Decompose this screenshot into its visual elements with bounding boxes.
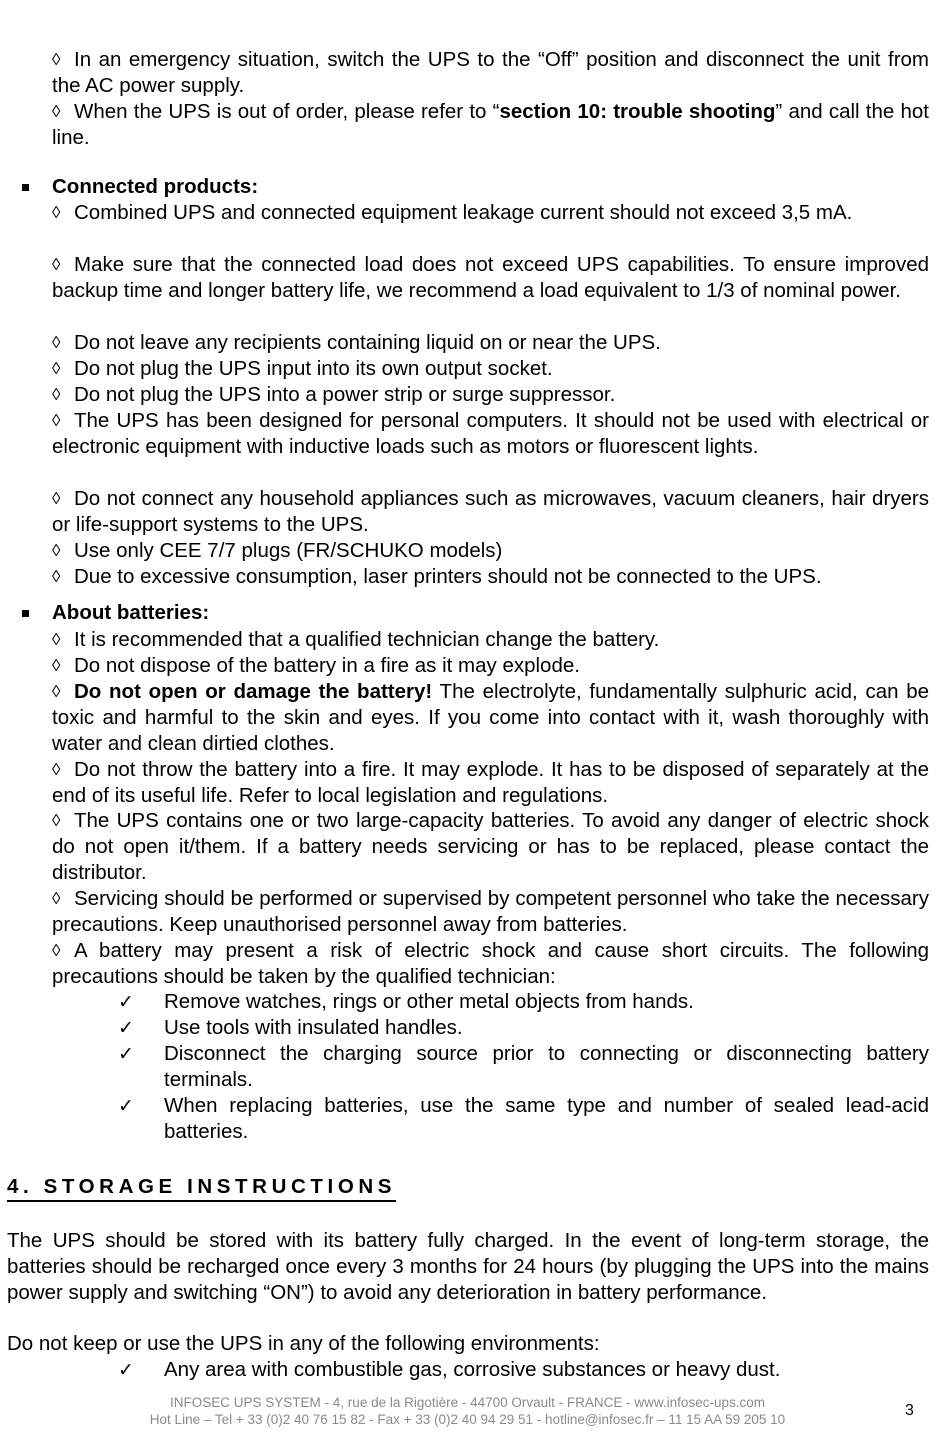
checkmark-icon: ✓ xyxy=(118,1043,134,1065)
diamond-outline-icon: ◊ xyxy=(52,889,61,908)
diamond-outline-icon: ◊ xyxy=(52,630,61,649)
page-number: 3 xyxy=(905,1402,914,1419)
list-item: ◊ It is recommended that a qualified technician change the battery. xyxy=(52,628,660,651)
list-item: ◊ The UPS contains one or two large-capacity batteries. To avoid any danger of electric shock do not open it/them. If a battery needs servicing or has to be replaced, please contact the distributor. xyxy=(52,809,929,884)
list-item: ◊ Do not throw the battery into a fire. It may explode. It has to be disposed of separately at the end of its useful life. Refer to local legislation and regulations. xyxy=(52,758,929,807)
emergency-paragraph: ◊ In an emergency situation, switch the UPS to the “Off” position and disconnect the unit from the AC power supply. xyxy=(52,48,929,97)
about-batteries-heading: About batteries: xyxy=(52,601,210,624)
checklist-item: Disconnect the charging source prior to connecting or disconnecting battery terminals. xyxy=(164,1042,929,1091)
diamond-outline-icon: ◊ xyxy=(52,359,61,378)
diamond-outline-icon: ◊ xyxy=(52,567,61,586)
list-item: ◊ The UPS has been designed for personal computers. It should not be used with electrical or electronic equipment with inductive loads such as motors or fluorescent lights. xyxy=(52,409,929,458)
list-item: ◊ Do not connect any household appliances such as microwaves, vacuum cleaners, hair dryers or life-support systems to the UPS. xyxy=(52,487,929,536)
diamond-outline-icon: ◊ xyxy=(52,489,61,508)
diamond-outline-icon: ◊ xyxy=(52,941,61,960)
section-reference: section 10: trouble shooting xyxy=(499,100,776,123)
diamond-outline-icon: ◊ xyxy=(52,811,61,830)
diamond-outline-icon: ◊ xyxy=(52,682,61,701)
checkmark-icon: ✓ xyxy=(118,1359,134,1381)
diamond-outline-icon: ◊ xyxy=(52,333,61,352)
footer-contact: Hot Line – Tel + 33 (0)2 40 76 15 82 - Fax + 33 (0)2 40 94 29 51 - hotline@infosec.fr – 11 15 AA 59 205 10 xyxy=(149,1412,786,1427)
list-item: ◊ Servicing should be performed or supervised by competent personnel who take the necessary precautions. Keep unauthorised personnel away from batteries. xyxy=(52,887,929,936)
checklist-item: Use tools with insulated handles. xyxy=(164,1016,463,1039)
list-item: ◊ Do not plug the UPS into a power strip or surge suppressor. xyxy=(52,383,616,406)
list-item: ◊ Do not dispose of the battery in a fire as it may explode. xyxy=(52,654,580,677)
diamond-outline-icon: ◊ xyxy=(52,102,61,121)
list-item: ◊ Do not plug the UPS input into its own output socket. xyxy=(52,357,553,380)
section-title: 4. STORAGE INSTRUCTIONS xyxy=(7,1174,396,1202)
list-item: ◊ A battery may present a risk of electric shock and cause short circuits. The following precautions should be taken by the qualified technician: xyxy=(52,939,929,988)
diamond-outline-icon: ◊ xyxy=(52,760,61,779)
list-item: ◊ Use only CEE 7/7 plugs (FR/SCHUKO models) xyxy=(52,539,503,562)
square-bullet-icon xyxy=(22,600,34,626)
list-item: ◊ Combined UPS and connected equipment leakage current should not exceed 3,5 mA. xyxy=(52,201,853,224)
diamond-outline-icon: ◊ xyxy=(52,385,61,404)
square-bullet-icon xyxy=(22,174,34,200)
diamond-outline-icon: ◊ xyxy=(52,50,61,69)
out-of-order-paragraph: ◊ When the UPS is out of order, please refer to “section 10: trouble shooting” and call the hot line. xyxy=(52,100,929,149)
diamond-outline-icon: ◊ xyxy=(52,656,61,675)
connected-products-heading: Connected products: xyxy=(52,175,259,198)
checklist-item: When replacing batteries, use the same type and number of sealed lead-acid batteries. xyxy=(164,1094,929,1143)
checklist-item: Any area with combustible gas, corrosive substances or heavy dust. xyxy=(164,1358,781,1381)
list-item: ◊ Due to excessive consumption, laser printers should not be connected to the UPS. xyxy=(52,565,822,588)
checkmark-icon: ✓ xyxy=(118,1017,134,1039)
battery-warning: Do not open or damage the battery! xyxy=(74,680,433,703)
checklist-item: Remove watches, rings or other metal objects from hands. xyxy=(164,990,694,1013)
diamond-outline-icon: ◊ xyxy=(52,203,61,222)
checkmark-icon: ✓ xyxy=(118,1095,134,1117)
list-item: ◊ Do not leave any recipients containing liquid on or near the UPS. xyxy=(52,331,661,354)
storage-paragraph: The UPS should be stored with its battery fully charged. In the event of long-term storage, the batteries should be recharged once every 3 months for 24 hours (by plugging the UPS into the mains power supply and switching “ON”) to avoid any deterioration in battery performance. xyxy=(7,1229,929,1304)
storage-environments-paragraph: Do not keep or use the UPS in any of the following environments: xyxy=(7,1332,600,1355)
checkmark-icon: ✓ xyxy=(118,991,134,1013)
diamond-outline-icon: ◊ xyxy=(52,541,61,560)
list-item: ◊ Do not open or damage the battery! The electrolyte, fundamentally sulphuric acid, can be toxic and harmful to the skin and eyes. If you come into contact with it, wash thoroughly with water and clean dirtied clothes. xyxy=(52,680,929,755)
footer-address: INFOSEC UPS SYSTEM - 4, rue de la Rigotière - 44700 Orvault - FRANCE - www.infosec-ups.com xyxy=(170,1395,765,1410)
list-item: ◊ Make sure that the connected load does not exceed UPS capabilities. To ensure improved backup time and longer battery life, we recommend a load equivalent to 1/3 of nominal power. xyxy=(52,253,929,302)
diamond-outline-icon: ◊ xyxy=(52,255,61,274)
diamond-outline-icon: ◊ xyxy=(52,411,61,430)
